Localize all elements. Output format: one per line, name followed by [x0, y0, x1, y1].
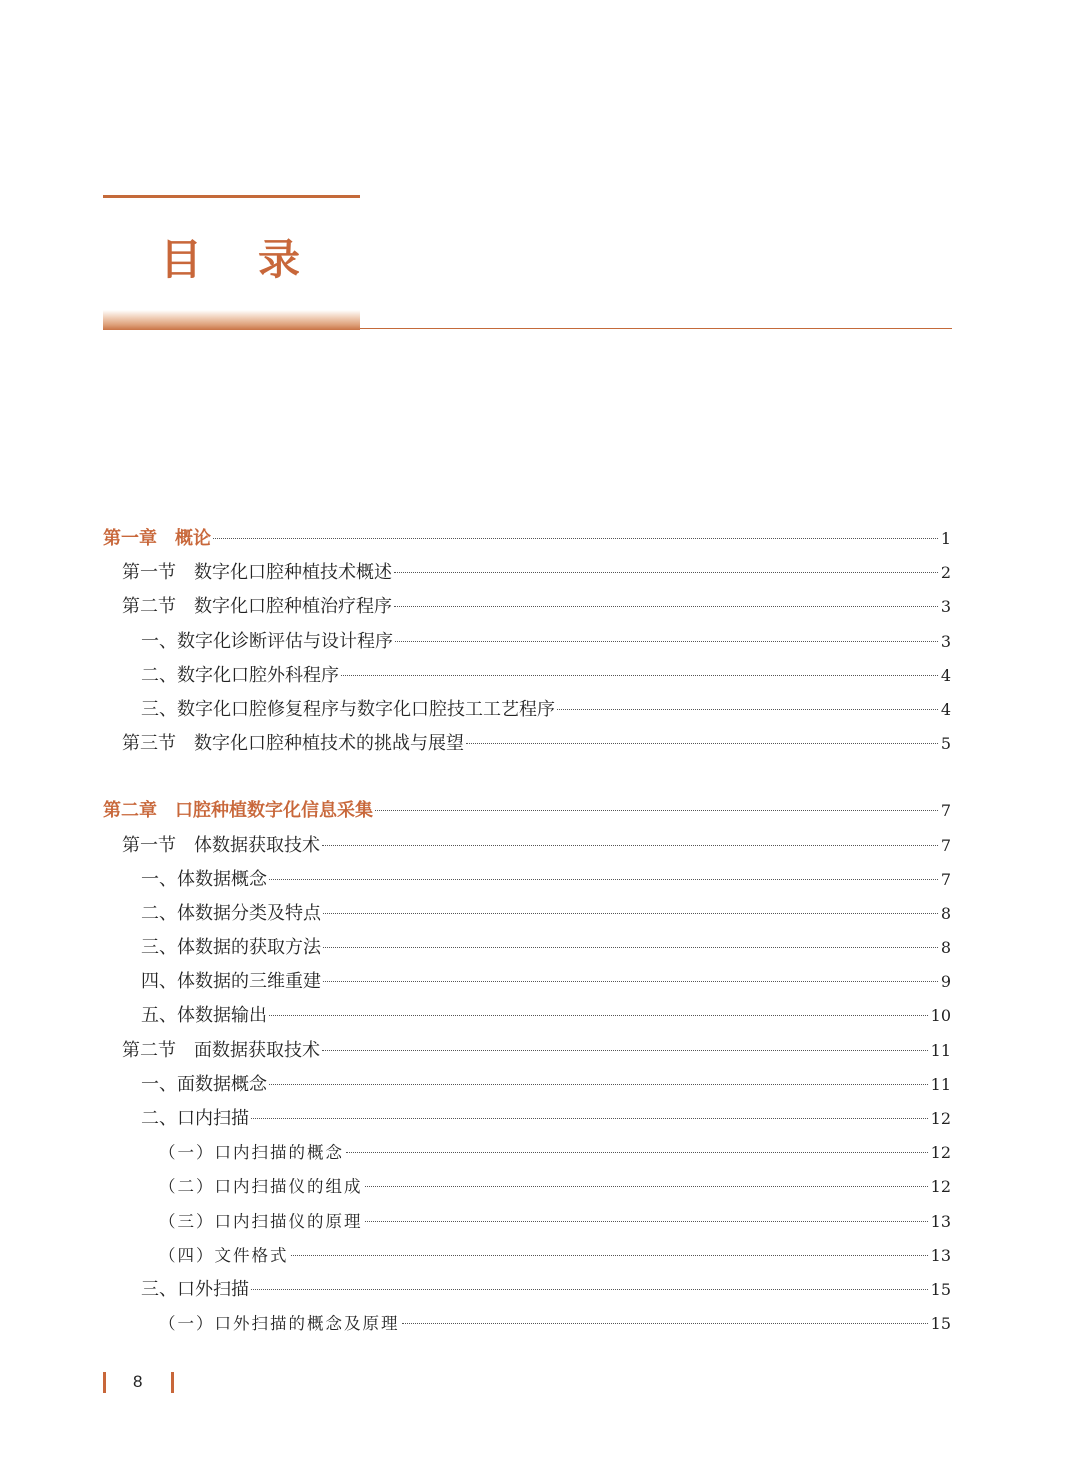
- dot-leader: [466, 743, 938, 744]
- toc-entry[interactable]: [103, 727, 951, 761]
- toc-entry[interactable]: [103, 693, 951, 727]
- toc-entry-title: （二）口内扫描仪的组成: [159, 1177, 363, 1197]
- toc-entry[interactable]: [103, 931, 951, 965]
- toc-entry[interactable]: [103, 1136, 951, 1170]
- toc-entry-page: 1: [940, 529, 951, 548]
- dot-leader: [269, 1015, 928, 1016]
- header-top-rule: [103, 195, 360, 198]
- dot-leader: [365, 1186, 928, 1187]
- dot-leader: [365, 1221, 928, 1222]
- toc-entry-title: 二、体数据分类及特点: [141, 902, 321, 924]
- toc-entry[interactable]: [103, 829, 951, 863]
- dot-leader: [557, 709, 938, 710]
- toc-entry-page: 11: [930, 1040, 951, 1060]
- toc-chapter-entry[interactable]: [103, 794, 951, 828]
- toc-entry[interactable]: [103, 1170, 951, 1204]
- toc-entry-title: 五、体数据输出: [141, 1005, 267, 1027]
- toc-entry[interactable]: [103, 999, 951, 1033]
- toc-entry-page: 4: [940, 699, 951, 719]
- dot-leader: [213, 538, 938, 539]
- toc-entry-page: 7: [940, 835, 951, 855]
- toc-entry-title: 第三节 数字化口腔种植技术的挑战与展望: [122, 733, 464, 755]
- dot-leader: [346, 1152, 928, 1153]
- toc-entry[interactable]: [103, 1307, 951, 1341]
- toc-entry[interactable]: [103, 1034, 951, 1068]
- toc-entry-title: （四）文件格式: [159, 1245, 289, 1265]
- dot-leader: [375, 810, 938, 811]
- dot-leader: [394, 606, 938, 607]
- dot-leader: [269, 879, 938, 880]
- toc-entry[interactable]: [103, 659, 951, 693]
- toc-entry-page: 12: [930, 1177, 951, 1197]
- toc-entry[interactable]: [103, 863, 951, 897]
- toc-entry-title: 第二节 数字化口腔种植治疗程序: [122, 596, 392, 618]
- toc-entry-page: 9: [940, 972, 951, 992]
- toc-entry-title: 三、体数据的获取方法: [141, 937, 321, 959]
- dot-leader: [269, 1084, 928, 1085]
- dot-leader: [323, 913, 938, 914]
- toc-entry-title: 第二节 面数据获取技术: [122, 1039, 320, 1061]
- toc-entry-page: 4: [940, 665, 951, 685]
- dot-leader: [323, 947, 938, 948]
- toc-entry-page: 12: [930, 1109, 951, 1128]
- toc-entry-title: （一）口外扫描的概念及原理: [159, 1314, 400, 1334]
- toc-entry-title: 第一节 体数据获取技术: [122, 834, 320, 856]
- dot-leader: [322, 1050, 928, 1051]
- title-gradient-band: [103, 310, 360, 330]
- toc-entry-title: 第一节 数字化口腔种植技术概述: [122, 562, 392, 584]
- dot-leader: [394, 572, 938, 573]
- toc-entry-page: 7: [940, 801, 951, 821]
- title-underline-rule: [360, 328, 952, 329]
- toc-entry-page: 15: [930, 1279, 951, 1299]
- toc-entry-title: 二、口内扫描: [141, 1108, 249, 1129]
- toc-entry-title: 四、体数据的三维重建: [141, 971, 321, 993]
- toc-entry-title: 一、面数据概念: [141, 1073, 267, 1095]
- chapter-gap: [103, 761, 951, 794]
- toc-entry[interactable]: [103, 1205, 951, 1239]
- toc-entry-title: （一）口内扫描的概念: [159, 1143, 344, 1163]
- toc-entry[interactable]: [103, 897, 951, 931]
- toc-entry-page: 11: [930, 1074, 951, 1094]
- toc-entry-page: 5: [940, 734, 951, 754]
- toc-entry-title: 第一章 概论: [103, 528, 211, 549]
- toc-entry[interactable]: [103, 1239, 951, 1273]
- toc-entry-title: 三、数字化口腔修复程序与数字化口腔技工工艺程序: [141, 698, 555, 720]
- footer-left-bar: [103, 1372, 106, 1393]
- toc-entry-page: 7: [940, 869, 951, 889]
- toc-entry[interactable]: [103, 1273, 951, 1307]
- toc-entry-page: 15: [930, 1314, 951, 1334]
- footer-right-bar: [171, 1372, 174, 1393]
- toc-chapter-entry[interactable]: [103, 522, 951, 556]
- toc-entry-page: 10: [930, 1006, 951, 1026]
- toc-entry-page: 3: [940, 597, 951, 617]
- page-title: 目录: [160, 235, 357, 284]
- toc-entry-page: 2: [940, 563, 951, 583]
- dot-leader: [322, 845, 938, 846]
- toc-entry-title: 第二章 口腔种植数字化信息采集: [103, 800, 373, 822]
- toc-entry[interactable]: [103, 1068, 951, 1102]
- dot-leader: [323, 981, 938, 982]
- toc-entry-title: （三）口内扫描仪的原理: [159, 1211, 363, 1231]
- footer-page-number: 8: [133, 1372, 143, 1391]
- toc-entry[interactable]: [103, 625, 951, 659]
- dot-leader: [251, 1118, 928, 1119]
- toc-entry-page: 8: [940, 903, 951, 923]
- dot-leader: [291, 1255, 928, 1256]
- toc-entry-title: 二、数字化口腔外科程序: [141, 664, 339, 686]
- toc-entry-page: 13: [930, 1245, 951, 1265]
- toc-entry-page: 3: [940, 631, 951, 651]
- toc-entry-title: 一、体数据概念: [141, 868, 267, 890]
- toc-entry-title: 三、口外扫描: [141, 1278, 249, 1300]
- toc-entry-page: 13: [930, 1211, 951, 1231]
- toc-entry-page: 12: [930, 1143, 951, 1163]
- toc-entry[interactable]: [103, 1102, 951, 1136]
- dot-leader: [402, 1323, 928, 1324]
- toc-entry-page: 8: [940, 938, 951, 958]
- toc-entry[interactable]: [103, 965, 951, 999]
- dot-leader: [395, 641, 938, 642]
- toc-entry-title: 一、数字化诊断评估与设计程序: [141, 630, 393, 652]
- toc-entry[interactable]: [103, 556, 951, 590]
- table-of-contents: [103, 522, 951, 1341]
- dot-leader: [251, 1289, 928, 1290]
- dot-leader: [341, 675, 938, 676]
- toc-entry[interactable]: [103, 590, 951, 624]
